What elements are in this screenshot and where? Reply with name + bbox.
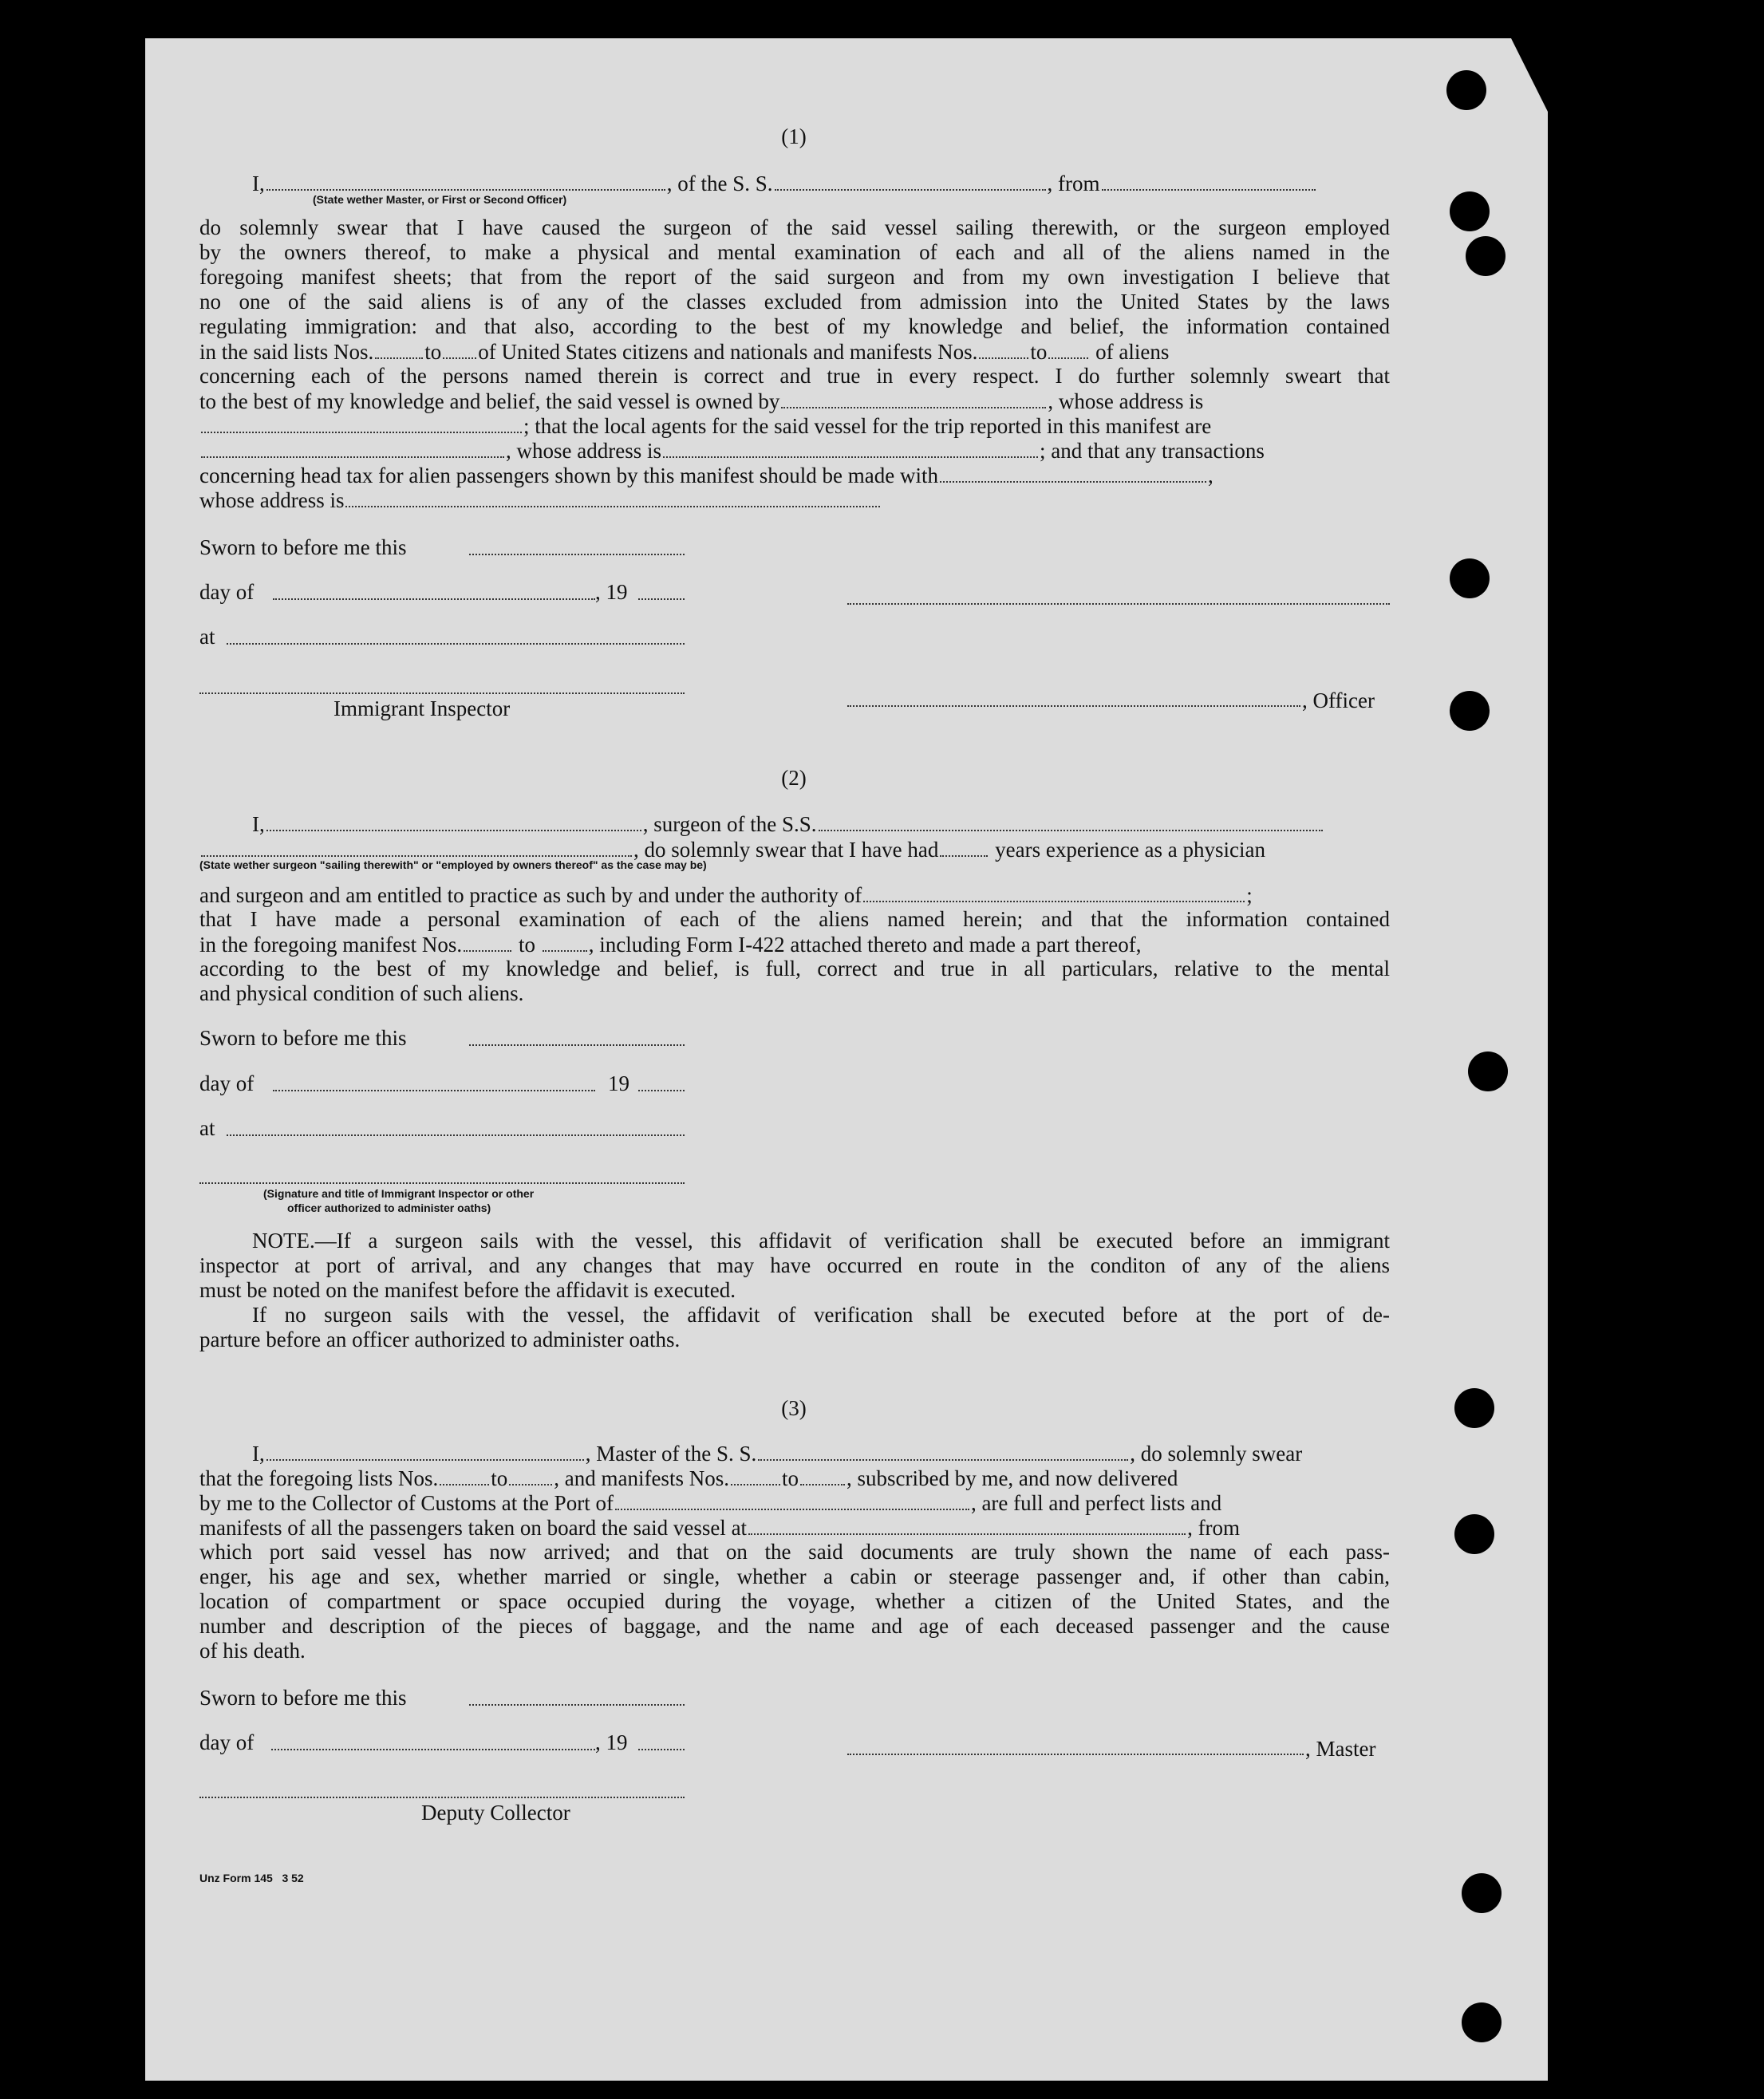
manifests-from-field[interactable]	[979, 357, 1028, 359]
surgeon-line-2: , do solemnly swear that I have had years experience as a physician	[199, 837, 1265, 862]
head-tax-address-line: whose address is	[199, 487, 882, 513]
paragraph-line: do solemnly swear that I have caused the surgeon of the said vessel sailing therewith, or the surgeon employed	[199, 215, 1390, 239]
sworn-day-field[interactable]	[469, 554, 685, 555]
master-signature-field[interactable]	[847, 1754, 1304, 1755]
years-field[interactable]	[940, 855, 988, 857]
manifest-from-field[interactable]	[464, 950, 511, 952]
officer-label: , Officer	[1302, 688, 1375, 712]
owner-field[interactable]	[781, 407, 1046, 408]
year-field[interactable]	[638, 1749, 685, 1750]
lists-to-field[interactable]	[509, 1484, 552, 1485]
paragraph-line: according to the best of my knowledge and belief, is full, correct and true in all particulars, relative to the mental	[199, 957, 1390, 980]
master-label: , Master	[1305, 1737, 1376, 1761]
sworn-label: Sworn to before me this	[199, 1686, 407, 1710]
signature-caption: officer authorized to administer oaths)	[287, 1201, 491, 1214]
paragraph-line: location of compartment or space occupied during the voyage, whether a citizen of the United States, and the	[199, 1589, 1390, 1613]
year-field[interactable]	[638, 1090, 685, 1091]
paragraph-line: number and description of the pieces of baggage, and the name and age of each deceased passenger and the cause	[199, 1614, 1390, 1638]
place-field[interactable]	[227, 1134, 685, 1136]
paragraph-line: which port said vessel has now arrived; and that on the said documents are truly shown the name of each pass-	[199, 1540, 1390, 1564]
manifest-numbers-line: in the foregoing manifest Nos. to , including Form I-422 attached thereto and made a part thereof,	[199, 933, 1142, 957]
month-field[interactable]	[271, 1749, 595, 1750]
paragraph-line: of his death.	[199, 1639, 306, 1663]
at-label: at	[199, 1116, 215, 1140]
day-of-label: day of	[199, 1071, 255, 1095]
master-name-field[interactable]	[266, 1459, 584, 1461]
officer-rank-field[interactable]	[266, 189, 665, 191]
punch-hole	[1454, 1388, 1494, 1428]
year-label: , 19	[595, 580, 628, 604]
officer-rank-caption: (State wether Master, or First or Second Officer)	[313, 193, 567, 206]
month-field[interactable]	[273, 598, 595, 600]
sworn-label: Sworn to before me this	[199, 535, 407, 559]
lists-line: that the foregoing lists Nos. to , and manifests Nos. to , subscribed by me, and now delivered	[199, 1466, 1178, 1490]
place-field[interactable]	[227, 643, 685, 645]
from-port-field[interactable]	[1102, 189, 1316, 191]
manifests-to-field[interactable]	[1048, 357, 1088, 359]
at-label: at	[199, 625, 215, 649]
year-label: 19	[608, 1071, 629, 1095]
port-field[interactable]	[615, 1509, 969, 1510]
agents-field[interactable]	[201, 456, 504, 458]
collector-label: Deputy Collector	[421, 1801, 570, 1825]
punch-hole	[1454, 1514, 1494, 1554]
master-vessel-field[interactable]	[758, 1459, 1128, 1461]
surgeon-status-field[interactable]	[201, 855, 632, 857]
punch-hole	[1450, 691, 1490, 731]
lists-numbers-line: in the said lists Nos. to of United States citizens and nationals and manifests Nos. to of aliens	[199, 340, 1170, 364]
note-line: inspector at port of arrival, and any changes that may have occurred en route in the conditon of any of the aliens	[199, 1253, 1390, 1277]
manifest-to-field[interactable]	[543, 950, 587, 952]
surgeon-vessel-field[interactable]	[819, 830, 1323, 831]
punch-hole	[1446, 70, 1486, 110]
inspector-signature-field[interactable]	[199, 1182, 685, 1184]
head-tax-agent-field[interactable]	[940, 481, 1206, 483]
signature-field[interactable]	[847, 603, 1390, 605]
authority-line: and surgeon and am entitled to practice as such by and under the authority of ;	[199, 883, 1253, 907]
section-2-number: (2)	[781, 766, 807, 790]
year-field[interactable]	[638, 598, 685, 600]
port-line: by me to the Collector of Customs at the Port of , are full and perfect lists and	[199, 1491, 1222, 1515]
paragraph-line: regulating immigration: and that also, according to the best of my knowledge and belief, the information contained	[199, 314, 1390, 338]
lists-from-field[interactable]	[375, 357, 423, 359]
lists-from-field[interactable]	[440, 1484, 489, 1485]
inspector-label: Immigrant Inspector	[333, 696, 511, 720]
note-line: NOTE.—If a surgeon sails with the vessel, this affidavit of verification shall be executed before an immigrant	[252, 1229, 1390, 1253]
paragraph-line: concerning each of the persons named therein is correct and true in every respect. I do further solemnly sweart that	[199, 364, 1390, 388]
surgeon-line-1: I, , surgeon of the S.S.	[252, 811, 1324, 837]
note-line: If no surgeon sails with the vessel, the affidavit of verification shall be executed before at the port of de-	[252, 1303, 1390, 1327]
month-field[interactable]	[273, 1090, 595, 1091]
owner-address-field[interactable]	[201, 432, 522, 433]
sworn-label: Sworn to before me this	[199, 1026, 407, 1050]
punch-hole	[1462, 2002, 1502, 2042]
section-1-line-1: I, , of the S. S. , from	[252, 171, 1317, 196]
signature-caption: (Signature and title of Immigrant Inspector or other	[263, 1187, 535, 1200]
manifests-to-field[interactable]	[800, 1484, 845, 1485]
paragraph-line: no one of the said aliens is of any of the classes excluded from admission into the United States by the laws	[199, 290, 1390, 314]
agents-address-line: , whose address is ; and that any transactions	[199, 438, 1265, 464]
section-3-number: (3)	[781, 1396, 807, 1420]
agents-address-field[interactable]	[663, 456, 1038, 458]
inspector-signature-field[interactable]	[199, 692, 685, 694]
officer-signature-field[interactable]	[847, 705, 1300, 707]
head-tax-line: concerning head tax for alien passengers shown by this manifest should be made with ,	[199, 464, 1213, 487]
note-line: must be noted on the manifest before the affidavit is executed.	[199, 1278, 736, 1302]
vessel-name-field[interactable]	[775, 189, 1046, 191]
paragraph-line: by the owners thereof, to make a physical and mental examination of each and all of the aliens named in the	[199, 240, 1390, 264]
punch-hole	[1468, 1051, 1508, 1091]
punch-hole	[1466, 236, 1506, 276]
agents-line: ; that the local agents for the said vessel for the trip reported in this manifest are	[199, 413, 1211, 439]
paragraph-line: that I have made a personal examination of each of the aliens named herein; and that the information contained	[199, 907, 1390, 931]
boarding-port-field[interactable]	[748, 1533, 1186, 1535]
form-number: Unz Form 145 3 52	[199, 1872, 304, 1884]
head-tax-address-field[interactable]	[345, 506, 880, 507]
punch-hole	[1450, 558, 1490, 598]
day-of-label: day of	[199, 580, 255, 604]
boarded-line: manifests of all the passengers taken on board the said vessel at , from	[199, 1516, 1241, 1540]
sworn-day-field[interactable]	[469, 1044, 685, 1046]
owner-line: to the best of my knowledge and belief, the said vessel is owned by , whose address is	[199, 389, 1204, 413]
sworn-day-field[interactable]	[469, 1704, 685, 1706]
note-line: parture before an officer authorized to administer oaths.	[199, 1328, 681, 1351]
year-label: , 19	[595, 1730, 628, 1754]
day-of-label: day of	[199, 1730, 255, 1754]
lists-to-field[interactable]	[443, 357, 476, 359]
paragraph-line: foregoing manifest sheets; that from the report of the said surgeon and from my own investigation I believe that	[199, 265, 1390, 289]
punch-hole	[1450, 191, 1490, 231]
paragraph-line: enger, his age and sex, whether married or single, whether a cabin or steerage passenger and, if other than cabin,	[199, 1564, 1390, 1588]
paragraph-line: and physical condition of such aliens.	[199, 981, 524, 1005]
surgeon-status-caption: (State wether surgeon "sailing therewith" or "employed by owners thereof" as the case may be)	[199, 858, 707, 871]
authority-field[interactable]	[863, 901, 1245, 902]
collector-signature-field[interactable]	[199, 1797, 685, 1798]
punch-hole	[1462, 1873, 1502, 1913]
section-1-number: (1)	[781, 124, 807, 148]
manifests-from-field[interactable]	[731, 1484, 780, 1485]
surgeon-name-field[interactable]	[266, 830, 641, 831]
master-line-1: I, , Master of the S. S. , do solemnly swear	[252, 1442, 1303, 1466]
